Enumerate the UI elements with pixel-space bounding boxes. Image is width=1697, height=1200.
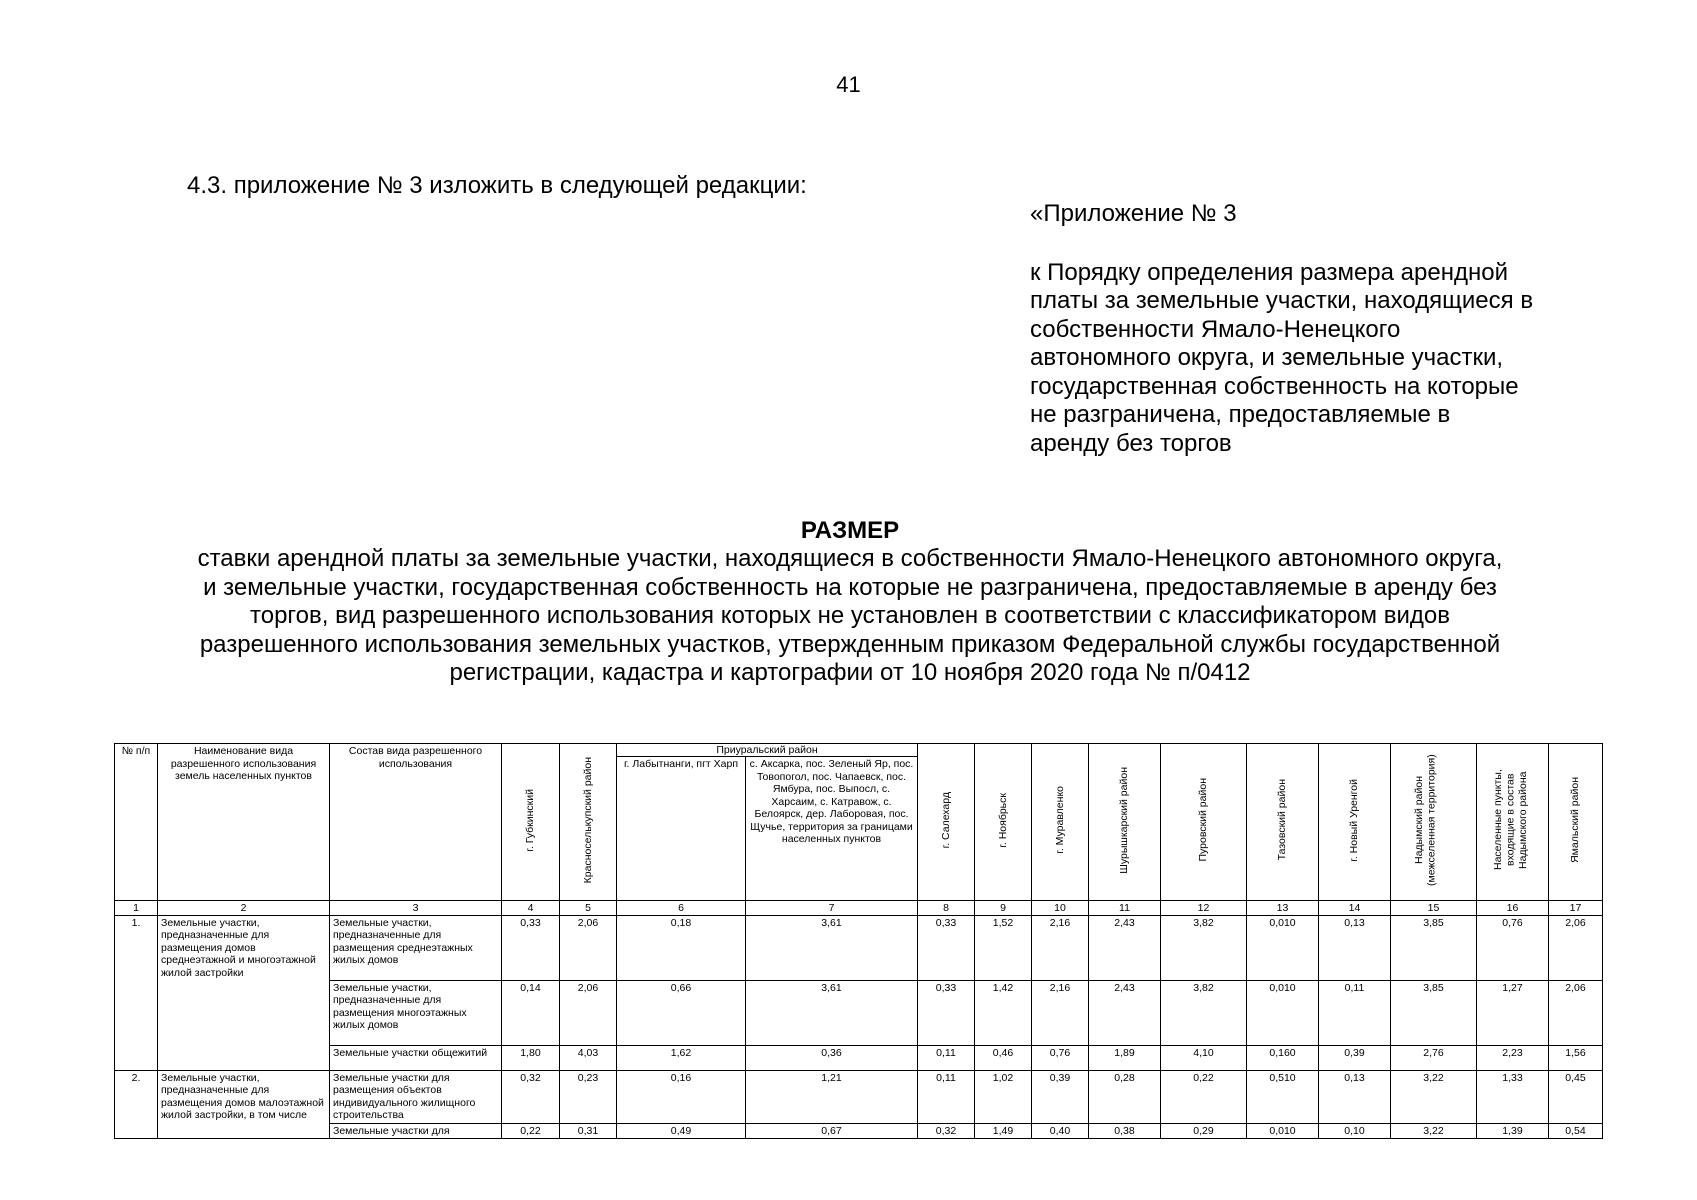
column-number: 7 — [746, 900, 918, 915]
column-number: 14 — [1319, 900, 1391, 915]
rate-cell: 1,33 — [1477, 1070, 1549, 1123]
rate-cell: 4,03 — [560, 1045, 617, 1070]
rate-cell: 0,32 — [918, 1123, 975, 1139]
rate-cell: 3,61 — [746, 915, 918, 980]
appendix-line: платы за земельные участки, находящиеся в — [1030, 287, 1534, 314]
row-number: 2. — [115, 1070, 158, 1139]
header-yamalsky: Ямальский район — [1549, 744, 1603, 901]
rate-cell: 0,54 — [1549, 1123, 1603, 1139]
rate-cell: 0,46 — [975, 1045, 1032, 1070]
subheading-line: регистрации, кадастра и картографии от 10 ноября 2020 года № п/0412 — [449, 659, 1251, 686]
rate-cell: 0,66 — [617, 980, 746, 1045]
rate-cell: 0,45 — [1549, 1070, 1603, 1123]
document-heading: РАЗМЕР — [800, 517, 900, 544]
document-subheading — [110, 545, 1590, 688]
rate-cell: 1,27 — [1477, 980, 1549, 1045]
header-noyabrsk: г. Ноябрьск — [975, 744, 1032, 901]
header-muravlenko: г. Муравленко — [1032, 744, 1089, 901]
rate-cell: 0,18 — [617, 915, 746, 980]
header-salekhard: г. Салехард — [918, 744, 975, 901]
rate-cell: 2,06 — [560, 980, 617, 1045]
column-number: 17 — [1549, 900, 1603, 915]
rate-cell: 0,22 — [1161, 1070, 1247, 1123]
composition-cell: Земельные участки, предназначенные для размещения среднеэтажных жилых домов — [330, 915, 502, 980]
rate-cell: 0,28 — [1089, 1070, 1161, 1123]
appendix-line: к Порядку определения размера арендной — [1030, 258, 1508, 286]
rate-cell: 3,85 — [1391, 915, 1477, 980]
rate-cell: 3,82 — [1161, 915, 1247, 980]
rate-cell: 0,010 — [1247, 915, 1319, 980]
rate-cell: 2,43 — [1089, 980, 1161, 1045]
column-number: 5 — [560, 900, 617, 915]
column-number: 9 — [975, 900, 1032, 915]
rate-cell: 1,52 — [975, 915, 1032, 980]
header-krasnoselkupsky: Красноселькупский район — [560, 744, 617, 901]
rate-cell: 1,56 — [1549, 1045, 1603, 1070]
subheading-line: торгов, вид разрешенного использования которых не установлен в соответствии с классификатором видов — [250, 602, 1450, 629]
composition-cell: Земельные участки для — [330, 1123, 502, 1139]
header-nadymsky-settlements: Населенные пункты, входящие в состав Надымского района — [1477, 744, 1549, 901]
column-number: 11 — [1089, 900, 1161, 915]
rate-cell: 1,89 — [1089, 1045, 1161, 1070]
rate-cell: 0,33 — [918, 915, 975, 980]
appendix-line: собственности Ямало-Ненецкого — [1030, 315, 1401, 343]
rate-cell: 0,39 — [1319, 1045, 1391, 1070]
rate-cell: 0,510 — [1247, 1070, 1319, 1123]
page-number: 41 — [836, 72, 861, 97]
rate-cell: 1,21 — [746, 1070, 918, 1123]
appendix-title: «Приложение № 3 — [1030, 200, 1237, 227]
column-number: 1 — [115, 900, 158, 915]
landuse-type-cell: Земельные участки, предназначенные для размещения домов малоэтажной жилой застройки, в том числе — [158, 1070, 330, 1139]
rate-cell: 2,06 — [1549, 980, 1603, 1045]
column-number: 16 — [1477, 900, 1549, 915]
rate-cell: 0,29 — [1161, 1123, 1247, 1139]
header-tazovsky: Тазовский район — [1247, 744, 1319, 901]
rate-cell: 0,31 — [560, 1123, 617, 1139]
table-row — [115, 980, 1603, 1045]
rate-cell: 2,06 — [560, 915, 617, 980]
column-number-row — [115, 900, 1603, 915]
appendix-block — [1030, 200, 1590, 458]
table-row — [115, 1070, 1603, 1123]
subheading-line: разрешенного использования земельных участков, утвержденным приказом Федеральной службы государственной — [199, 630, 1501, 658]
rate-cell: 3,22 — [1391, 1123, 1477, 1139]
column-number: 12 — [1161, 900, 1247, 915]
rate-cell: 1,49 — [975, 1123, 1032, 1139]
header-labytnangi: г. Лабытнанги, пгт Харп — [617, 757, 746, 900]
header-priuralsky-group: Приуральский район — [617, 744, 918, 757]
rate-cell: 1,39 — [1477, 1123, 1549, 1139]
rate-cell: 0,36 — [746, 1045, 918, 1070]
appendix-line: государственная собственность на которые — [1030, 372, 1519, 400]
table-row — [115, 1045, 1603, 1070]
header-shuryshkarsky: Шурышкарский район — [1089, 744, 1161, 901]
landuse-type-cell: Земельные участки, предназначенные для размещения домов среднеэтажной и многоэтажной жилой застройки — [158, 915, 330, 1070]
rate-cell: 2,43 — [1089, 915, 1161, 980]
composition-cell: Земельные участки, предназначенные для размещения многоэтажных жилых домов — [330, 980, 502, 1045]
rate-cell: 0,38 — [1089, 1123, 1161, 1139]
rate-cell: 0,11 — [918, 1045, 975, 1070]
rate-cell: 0,76 — [1032, 1045, 1089, 1070]
header-purovsky: Пуровский район — [1161, 744, 1247, 901]
header-composition: Состав вида разрешенного использования — [330, 744, 502, 901]
column-number: 4 — [502, 900, 560, 915]
rate-cell: 0,67 — [746, 1123, 918, 1139]
rate-cell: 0,11 — [1319, 980, 1391, 1045]
rate-cell: 1,42 — [975, 980, 1032, 1045]
rate-cell: 0,010 — [1247, 980, 1319, 1045]
subheading-line: ставки арендной платы за земельные участки, находящиеся в собственности Ямало-Ненецкого автономного округа, — [197, 545, 1503, 572]
intro-paragraph: 4.3. приложение № 3 изложить в следующей редакции: — [187, 172, 807, 199]
table-row — [115, 915, 1603, 980]
rate-cell: 0,49 — [617, 1123, 746, 1139]
header-landuse-type: Наименование вида разрешенного использования земель населенных пунктов — [158, 744, 330, 901]
appendix-line: автономного округа, и земельные участки, — [1030, 344, 1504, 371]
subheading-line: и земельные участки, государственная собственность на которые не разграничена, предоставляемые в аренду без — [203, 573, 1497, 601]
rate-cell: 0,39 — [1032, 1070, 1089, 1123]
rate-cell: 2,23 — [1477, 1045, 1549, 1070]
table-row — [115, 1123, 1603, 1139]
rate-cell: 2,16 — [1032, 980, 1089, 1045]
rate-cell: 0,33 — [502, 915, 560, 980]
row-number: 1. — [115, 915, 158, 1070]
rate-cell: 1,80 — [502, 1045, 560, 1070]
rate-cell: 0,160 — [1247, 1045, 1319, 1070]
rate-cell: 3,85 — [1391, 980, 1477, 1045]
rate-cell: 0,14 — [502, 980, 560, 1045]
rate-cell: 1,62 — [617, 1045, 746, 1070]
rates-table — [114, 743, 1603, 1139]
rate-cell: 0,010 — [1247, 1123, 1319, 1139]
composition-cell: Земельные участки для размещения объектов индивидуального жилищного строительства — [330, 1070, 502, 1123]
rate-cell: 4,10 — [1161, 1045, 1247, 1070]
rate-cell: 0,11 — [918, 1070, 975, 1123]
appendix-line: аренду без торгов — [1030, 429, 1232, 457]
rate-cell: 2,16 — [1032, 915, 1089, 980]
rate-cell: 0,40 — [1032, 1123, 1089, 1139]
rate-cell: 3,82 — [1161, 980, 1247, 1045]
column-number: 6 — [617, 900, 746, 915]
header-number: № п/п — [115, 744, 158, 901]
rate-cell: 0,22 — [502, 1123, 560, 1139]
header-priuralsky-settlements: с. Аксарка, пос. Зеленый Яр, пос. Товопогол, пос. Чапаевск, пос. Ямбура, пос. Выпосл, с. Харсаим, с. Катравож, с. Белоярск, дер. Лаборовая, пос. Щучье, территория за границами населенных пунктов — [746, 757, 918, 900]
column-number: 2 — [158, 900, 330, 915]
rate-cell: 3,22 — [1391, 1070, 1477, 1123]
rate-cell: 0,32 — [502, 1070, 560, 1123]
rate-cell: 1,02 — [975, 1070, 1032, 1123]
appendix-line: не разграничена, предоставляемые в — [1030, 401, 1451, 428]
column-number: 15 — [1391, 900, 1477, 915]
header-nadymsky-intersettlement: Надымский район (межселенная территория) — [1391, 744, 1477, 901]
header-gubkinsky: г. Губкинский — [502, 744, 560, 901]
rate-cell: 0,13 — [1319, 915, 1391, 980]
column-number: 3 — [330, 900, 502, 915]
rate-cell: 2,06 — [1549, 915, 1603, 980]
rate-cell: 0,33 — [918, 980, 975, 1045]
header-novy-urengoy: г. Новый Уренгой — [1319, 744, 1391, 901]
rate-cell: 0,76 — [1477, 915, 1549, 980]
composition-cell: Земельные участки общежитий — [330, 1045, 502, 1070]
column-number: 8 — [918, 900, 975, 915]
rate-cell: 0,23 — [560, 1070, 617, 1123]
rate-cell: 0,16 — [617, 1070, 746, 1123]
column-number: 13 — [1247, 900, 1319, 915]
column-number: 10 — [1032, 900, 1089, 915]
rate-cell: 0,13 — [1319, 1070, 1391, 1123]
header-row — [115, 744, 1603, 757]
rate-cell: 2,76 — [1391, 1045, 1477, 1070]
rate-cell: 3,61 — [746, 980, 918, 1045]
rate-cell: 0,10 — [1319, 1123, 1391, 1139]
